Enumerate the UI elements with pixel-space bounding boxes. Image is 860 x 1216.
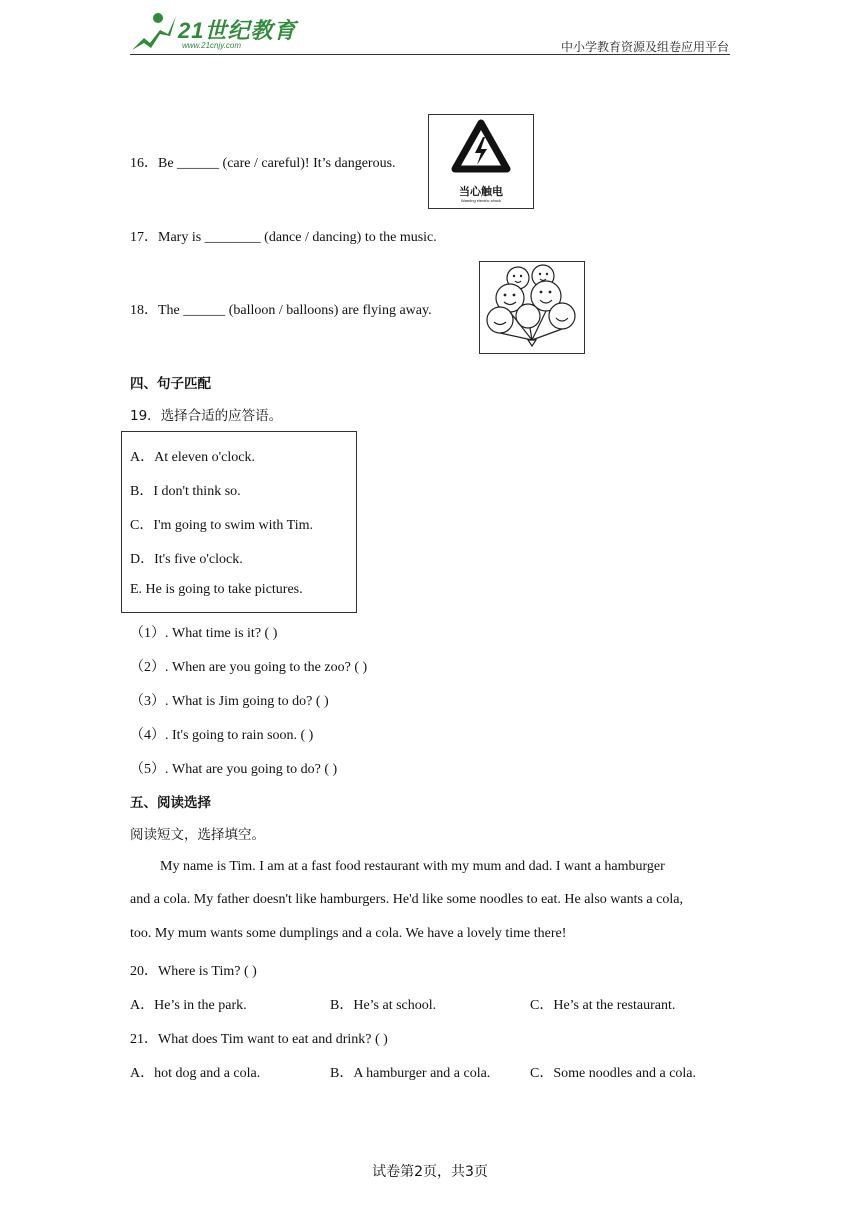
question-text: Mary is ________ (dance / dancing) to the music. xyxy=(158,230,437,245)
question-19 xyxy=(130,404,282,424)
reading-instruction: 阅读短文，选择填空。 xyxy=(130,827,265,843)
question-number: 21． xyxy=(130,1032,158,1047)
passage-line: and a cola. My father doesn't like hamburgers. He'd like some noodles to eat. He also wants a cola, xyxy=(130,892,683,907)
passage-line: too. My mum wants some dumplings and a cola. We have a lovely time there! xyxy=(130,926,567,941)
logo-text: 21世纪教育 xyxy=(178,18,297,43)
warning-subcaption: Warning electric shock xyxy=(460,198,502,203)
question-21 xyxy=(130,1028,388,1048)
q20-option-c: C．He’s at the restaurant. xyxy=(530,998,676,1013)
match-item-5: （5）. What are you going to do? ( ) xyxy=(130,762,338,777)
platform-name: 中小学教育资源及组卷应用平台 xyxy=(560,40,729,54)
match-item-2: （2）. When are you going to the zoo? ( ) xyxy=(130,660,368,675)
warning-sign-image xyxy=(428,114,534,209)
question-16 xyxy=(130,152,396,172)
header-divider xyxy=(130,54,730,55)
question-number: 17． xyxy=(130,230,158,245)
question-17 xyxy=(130,226,437,246)
question-number: 20． xyxy=(130,964,158,979)
match-item-3: （3）. What is Jim going to do? ( ) xyxy=(130,694,329,709)
balloons-icon xyxy=(480,262,584,353)
option-b: B．I don't think so. xyxy=(130,484,241,499)
q21-option-b: B．A hamburger and a cola. xyxy=(330,1066,491,1081)
runner-logo-icon xyxy=(130,10,178,54)
q20-option-b: B．He’s at school. xyxy=(330,998,437,1013)
question-text: Be ______ (care / careful)! It’s dangerous. xyxy=(158,156,396,171)
question-text: Where is Tim? ( ) xyxy=(158,964,257,979)
q21-option-c: C．Some noodles and a cola. xyxy=(530,1066,697,1081)
question-text: The ______ (balloon / balloons) are flying away. xyxy=(158,303,432,318)
option-e: E. He is going to take pictures. xyxy=(130,582,303,597)
question-number: 18． xyxy=(130,303,158,318)
balloons-image xyxy=(479,261,585,354)
question-20 xyxy=(130,960,257,980)
electric-shock-warning-icon xyxy=(429,115,533,185)
question-18 xyxy=(130,299,432,319)
q21-option-a: A．hot dog and a cola. xyxy=(130,1066,261,1081)
section-5-title: 五、阅读选择 xyxy=(130,795,211,811)
page-footer: 试卷第2页，共3页 xyxy=(372,1164,488,1180)
q20-option-a: A．He’s in the park. xyxy=(130,998,247,1013)
question-text: What does Tim want to eat and drink? ( ) xyxy=(158,1032,388,1047)
option-a: A．At eleven o'clock. xyxy=(130,450,255,465)
section-4-title: 四、句子匹配 xyxy=(130,376,211,392)
question-number: 16． xyxy=(130,156,158,171)
passage-line: My name is Tim. I am at a fast food restaurant with my mum and dad. I want a hamburger xyxy=(160,859,665,874)
logo-url: www.21cnjy.com xyxy=(182,41,241,50)
question-text: 选择合适的应答语。 xyxy=(160,408,283,424)
warning-caption: 当心触电 xyxy=(459,185,503,198)
site-logo xyxy=(130,10,310,54)
match-item-4: （4）. It's going to rain soon. ( ) xyxy=(130,728,314,743)
match-item-1: （1）. What time is it? ( ) xyxy=(130,626,278,641)
option-d: D．It's five o'clock. xyxy=(130,552,243,567)
question-number: 19． xyxy=(130,408,161,424)
option-c: C．I'm going to swim with Tim. xyxy=(130,518,314,533)
